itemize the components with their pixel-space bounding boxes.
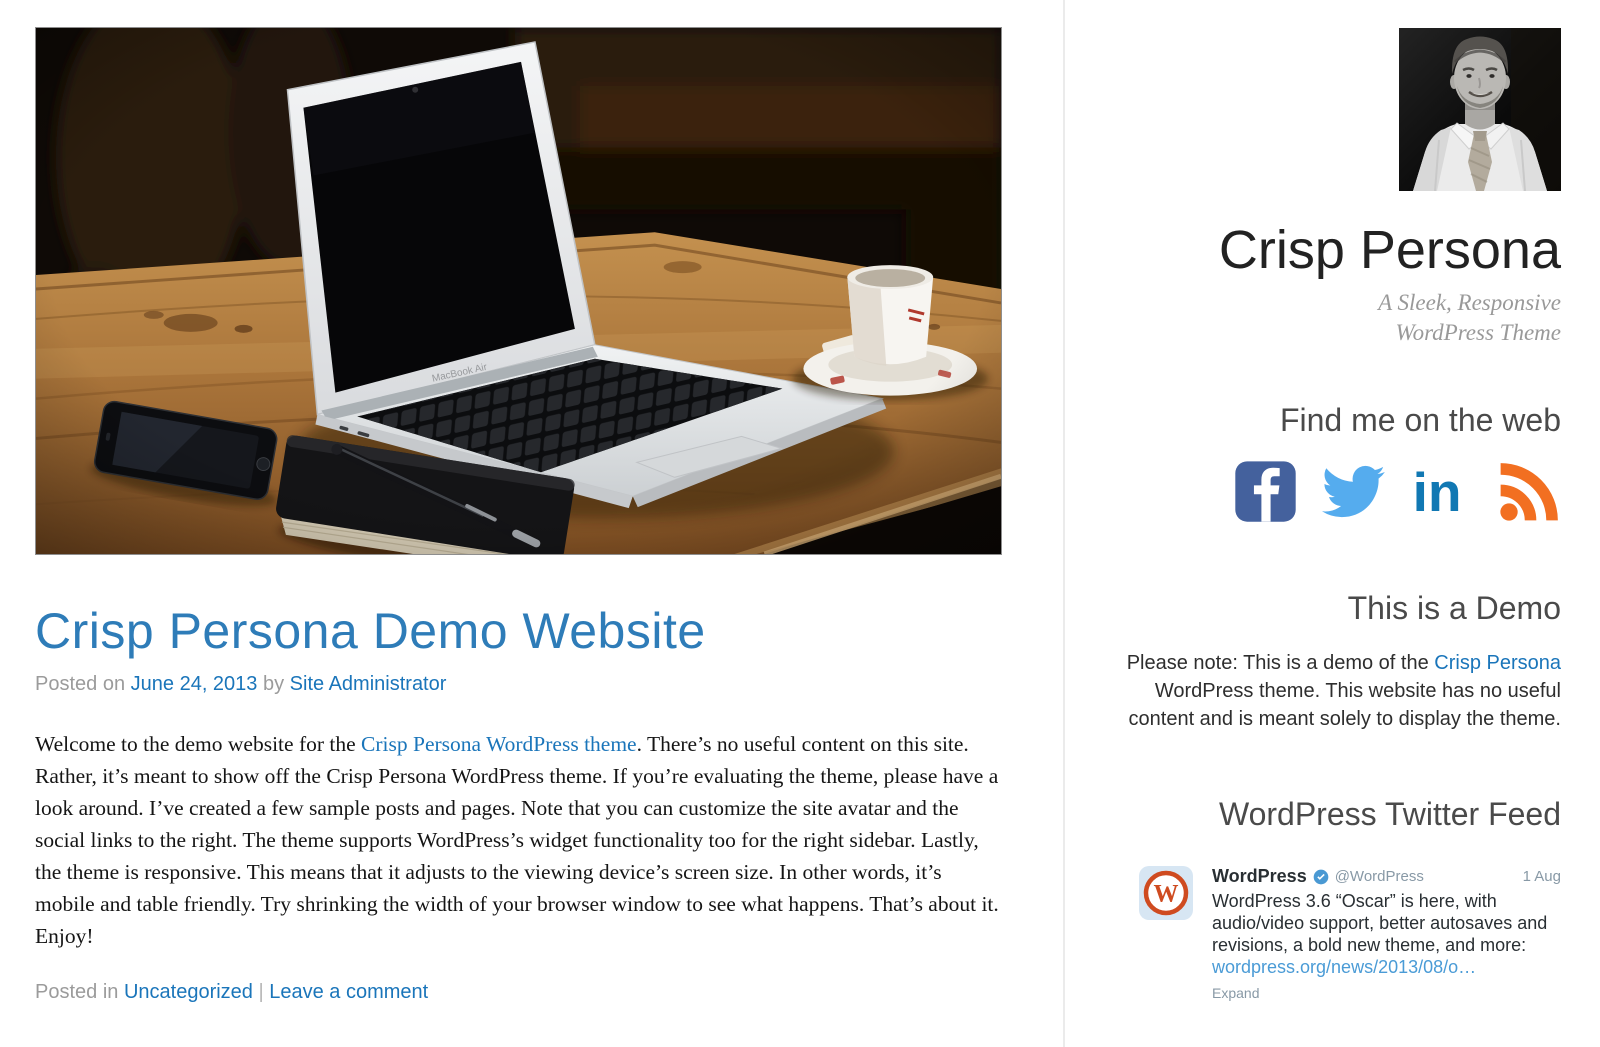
post-body (35, 728, 1002, 952)
site-title: Crisp Persona (1218, 220, 1561, 280)
tweet-text (1212, 890, 1552, 978)
featured-image (35, 27, 1002, 555)
facebook-icon[interactable] (1234, 460, 1297, 523)
tweet-author-name[interactable]: WordPress (1212, 866, 1307, 887)
by-label: by (262, 673, 285, 695)
tagline-line-2: WordPress Theme (1395, 320, 1561, 346)
posted-on-label: Posted on (35, 673, 126, 695)
post-paragraph (35, 728, 1002, 952)
post-date-link[interactable]: June 24, 2013 (130, 673, 258, 695)
site-tagline (1107, 288, 1561, 348)
avatar-portrait-illustration (1399, 28, 1561, 191)
post-title (35, 604, 1002, 659)
desk-scene-illustration (36, 28, 1001, 554)
theme-link[interactable]: Crisp Persona WordPress theme (361, 732, 637, 756)
site-avatar-photo (1399, 28, 1561, 191)
find-me-heading: Find me on the web (1279, 402, 1561, 439)
posted-in-label: Posted in (35, 981, 119, 1003)
twitter-icon[interactable] (1322, 460, 1385, 523)
tweet-date[interactable]: 1 Aug (1522, 868, 1561, 886)
demo-heading: This is a Demo (1347, 590, 1561, 627)
tweet (1139, 866, 1561, 1003)
tagline-line-1: A Sleek, Responsive (1378, 290, 1561, 316)
demo-text (1107, 649, 1561, 733)
vignette (36, 28, 1001, 554)
demo-theme-link[interactable]: Crisp Persona (1434, 652, 1561, 675)
post-meta (35, 673, 1002, 696)
tweet-text-body: WordPress 3.6 “Oscar” is here, with audio/video support, better autosaves and revisions, a bold new theme, and more: (1212, 891, 1548, 956)
demo-text-before-link: Please note: This is a demo of the (1126, 652, 1435, 675)
tweet-content (1212, 866, 1561, 1003)
social-links (1107, 460, 1561, 523)
rss-icon[interactable] (1498, 460, 1561, 523)
wordpress-logo[interactable] (1139, 866, 1193, 920)
svg-text:in: in (1412, 461, 1462, 524)
tweet-header (1212, 866, 1561, 887)
linkedin-icon[interactable] (1410, 460, 1473, 523)
leave-comment-link[interactable]: Leave a comment (269, 981, 429, 1003)
tweet-link[interactable]: wordpress.org/news/2013/08/o… (1212, 957, 1477, 978)
post-title-link[interactable]: Crisp Persona Demo Website (35, 603, 706, 659)
footer-separator: | (258, 981, 264, 1003)
tweet-expand-link[interactable]: Expand (1212, 985, 1260, 1002)
tweet-author-handle[interactable]: @WordPress (1334, 868, 1424, 886)
twitter-feed-heading: WordPress Twitter Feed (1218, 796, 1561, 833)
body-text-after-link: . There’s no useful content on this site. Rather, it’s meant to show off the Crisp Persona WordPress theme. If you’re evaluating the theme, please have a look around. I’ve created a few sample posts and pages. Note that you can customize the site avatar and the social links to the right. The theme supports WordPress’s widget functionality too for the right sidebar. Lastly, the theme is responsive. This means that it adjusts to the viewing device’s screen size. In other words, it’s mobile and table friendly. Try shrinking the width of your browser window to see what happens. That’s about it. Enjoy! (35, 732, 999, 948)
verified-icon (1313, 869, 1329, 885)
post-footer-meta (35, 981, 1002, 1004)
body-text-before-link: Welcome to the demo website for the (35, 732, 362, 756)
demo-text-after-link: WordPress theme. This website has no useful content and is meant solely to display the theme. (1128, 680, 1561, 731)
category-link[interactable]: Uncategorized (123, 981, 253, 1003)
post-author-link[interactable]: Site Administrator (289, 673, 447, 695)
svg-text:W: W (1153, 880, 1179, 908)
sidebar (1063, 0, 1600, 1047)
